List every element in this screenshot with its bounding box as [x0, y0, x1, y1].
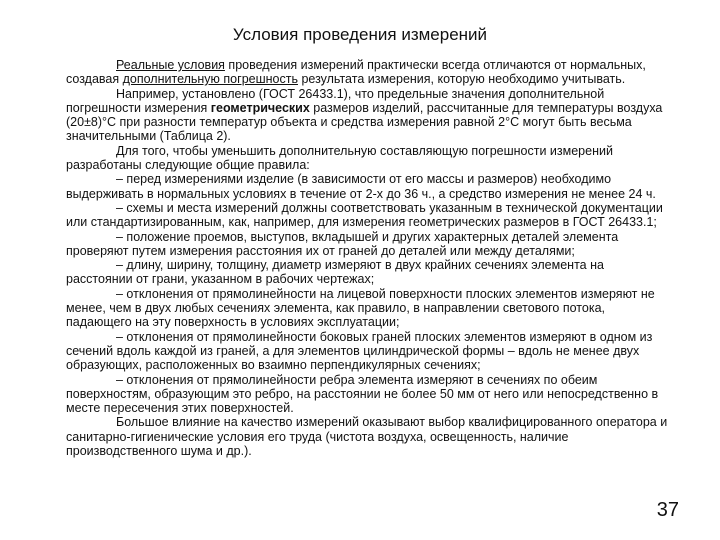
rule-item: – длину, ширину, толщину, диаметр измеряют в двух крайних сечениях элемента на расстоянии от грани, указанном в рабочих чертежах; — [66, 258, 604, 287]
paragraph-text: проведения измерений практически всегда отличаются от нормальных, создавая — [66, 58, 646, 87]
paragraph — [66, 87, 670, 144]
rule-item: – отклонения от прямолинейности на лицевой поверхности плоских элементов измеряют не менее, чем в двух любых сечениях элемента, как правило, в направлении светового потока, падающего на эту поверхность в условиях эксплуатации; — [66, 286, 655, 330]
rule-item: – перед измерениями изделие (в зависимости от его массы и размеров) необходимо выдерживать в нормальных условиях в течение от 2-х до 36 ч., а средство измерения не менее 24 ч. — [66, 172, 656, 201]
paragraph-text: результата измерения, которую необходимо учитывать. — [297, 72, 626, 87]
paragraph: Для того, чтобы уменьшить дополнительную составляющую погрешности измерений разработаны следующие общие правила: — [66, 143, 613, 173]
rule-item: – отклонения от прямолинейности боковых граней плоских элементов измеряют в одном из сечений вдоль каждой из граней, а для элементов цилиндрической формы – вдоль не менее двух образующих, расположенных во взаимно перпендикулярных сечениях; — [66, 329, 653, 373]
rule-item: – отклонения от прямолинейности ребра элемента измеряют в сечениях по обеим поверхностям, образующим это ребро, на расстоянии не более 50 мм от него или непосредственно в месте пересечения этих поверхностей. — [66, 372, 659, 416]
rule-item: – схемы и места измерений должны соответствовать указанным в технической документации или стандартизированным, как, например, для измерения геометрических размеров в ГОСТ 26433.1; — [66, 200, 663, 230]
rule-item: – положение проемов, выступов, вкладышей и других характерных деталей элемента проверяют путем измерения расстояния их от граней до деталей или между деталями; — [66, 229, 619, 258]
real-conditions-link[interactable]: Реальные условия — [116, 58, 225, 72]
slide-title: Условия проведения измерений — [232, 25, 488, 44]
paragraph: Большое влияние на качество измерений оказывают выбор квалифицированного оператора и санитарно-гигиенические условия его труда (чистота воздуха, освещенность, наличие производственного шума и др.). — [66, 415, 668, 459]
paragraph — [66, 58, 670, 87]
additional-error-link[interactable]: дополнительную погрешность — [122, 72, 298, 87]
bold-term: геометрических — [210, 100, 310, 115]
paragraph-text: Например, установлено (ГОСТ 26433.1), что предельные значения дополнительной погрешности измерения — [66, 86, 605, 115]
body-text — [66, 58, 670, 458]
paragraph-text: размеров изделий, рассчитанные для температуры воздуха (20±8)°С при разности температур объекта и средства измерения равной 2°С могут быть весьма значительными (Таблица 2). — [66, 100, 663, 144]
page-number: 37 — [656, 499, 679, 521]
